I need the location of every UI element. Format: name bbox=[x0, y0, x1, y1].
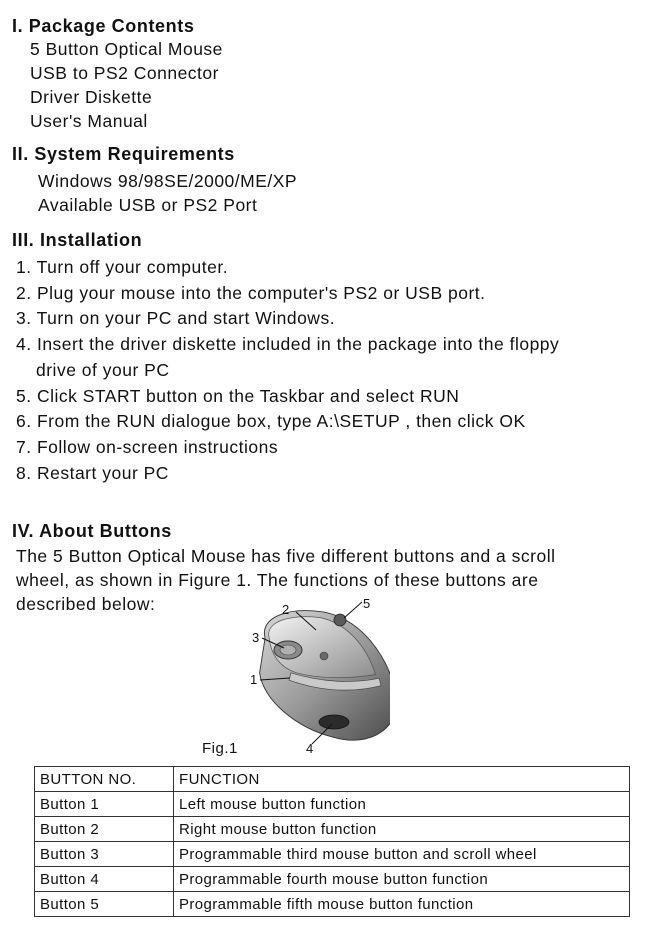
installation-heading: III. Installation bbox=[12, 230, 143, 250]
cell-function: Programmable fourth mouse button function bbox=[174, 867, 630, 892]
button-function-table bbox=[34, 766, 630, 917]
mouse-illustration bbox=[240, 590, 390, 770]
table-header-row bbox=[35, 767, 630, 792]
cell-function: Programmable fifth mouse button function bbox=[174, 892, 630, 917]
figure-caption: Fig.1 bbox=[202, 740, 238, 757]
table-row bbox=[35, 842, 630, 867]
button-4-shape bbox=[319, 715, 349, 729]
callout-line-5 bbox=[344, 602, 362, 618]
cell-button: Button 3 bbox=[35, 842, 174, 867]
callout-4: 4 bbox=[306, 741, 314, 756]
package-item: USB to PS2 Connector bbox=[30, 63, 219, 83]
callout-1: 1 bbox=[250, 672, 258, 687]
installation-steps bbox=[16, 255, 559, 486]
table-row bbox=[35, 892, 630, 917]
table-row bbox=[35, 867, 630, 892]
cell-button: Button 4 bbox=[35, 867, 174, 892]
requirements-list bbox=[38, 169, 297, 217]
package-item: 5 Button Optical Mouse bbox=[30, 39, 223, 59]
install-step: 2. Plug your mouse into the computer's PS2 or USB port. bbox=[16, 282, 486, 303]
callout-2: 2 bbox=[282, 602, 290, 617]
cell-function: Right mouse button function bbox=[174, 817, 630, 842]
table-row bbox=[35, 817, 630, 842]
install-step: 8. Restart your PC bbox=[16, 462, 169, 483]
package-heading: I. Package Contents bbox=[12, 16, 195, 36]
section-installation bbox=[12, 230, 559, 486]
header-function: FUNCTION bbox=[174, 767, 630, 792]
description-line: described below: bbox=[16, 594, 156, 614]
package-item: User's Manual bbox=[30, 111, 148, 131]
section-package-contents bbox=[12, 16, 223, 133]
callout-5: 5 bbox=[363, 596, 371, 611]
install-step: 1. Turn off your computer. bbox=[16, 257, 229, 277]
requirements-heading: II. System Requirements bbox=[12, 144, 235, 164]
header-button-no: BUTTON NO. bbox=[35, 767, 174, 792]
center-dot bbox=[320, 652, 328, 660]
install-step-continuation: drive of your PC bbox=[36, 359, 170, 380]
section-system-requirements bbox=[12, 144, 297, 217]
install-step: 4. Insert the driver diskette included in the package into the floppy bbox=[16, 334, 560, 355]
table-row bbox=[35, 792, 630, 817]
cell-button: Button 1 bbox=[35, 792, 174, 817]
buttons-heading: IV. About Buttons bbox=[12, 521, 172, 541]
requirement-item: Available USB or PS2 Port bbox=[38, 195, 258, 215]
button-5-shape bbox=[334, 614, 346, 626]
cell-function: Programmable third mouse button and scroll wheel bbox=[174, 842, 630, 867]
requirement-item: Windows 98/98SE/2000/ME/XP bbox=[38, 171, 298, 191]
scroll-wheel-inner bbox=[280, 645, 296, 655]
cell-button: Button 5 bbox=[35, 892, 174, 917]
package-item: Driver Diskette bbox=[30, 87, 153, 107]
description-line: wheel, as shown in Figure 1. The functions of these buttons are bbox=[16, 570, 539, 590]
install-step: 6. From the RUN dialogue box, type A:\SETUP , then click OK bbox=[16, 411, 526, 432]
install-step: 5. Click START button on the Taskbar and select RUN bbox=[16, 385, 460, 406]
description-line: The 5 Button Optical Mouse has five different buttons and a scroll bbox=[16, 546, 556, 566]
package-list bbox=[30, 37, 223, 133]
install-step: 7. Follow on-screen instructions bbox=[16, 436, 279, 457]
install-step: 3. Turn on your PC and start Windows. bbox=[16, 308, 336, 329]
cell-function: Left mouse button function bbox=[174, 792, 630, 817]
callout-3: 3 bbox=[252, 630, 260, 645]
cell-button: Button 2 bbox=[35, 817, 174, 842]
